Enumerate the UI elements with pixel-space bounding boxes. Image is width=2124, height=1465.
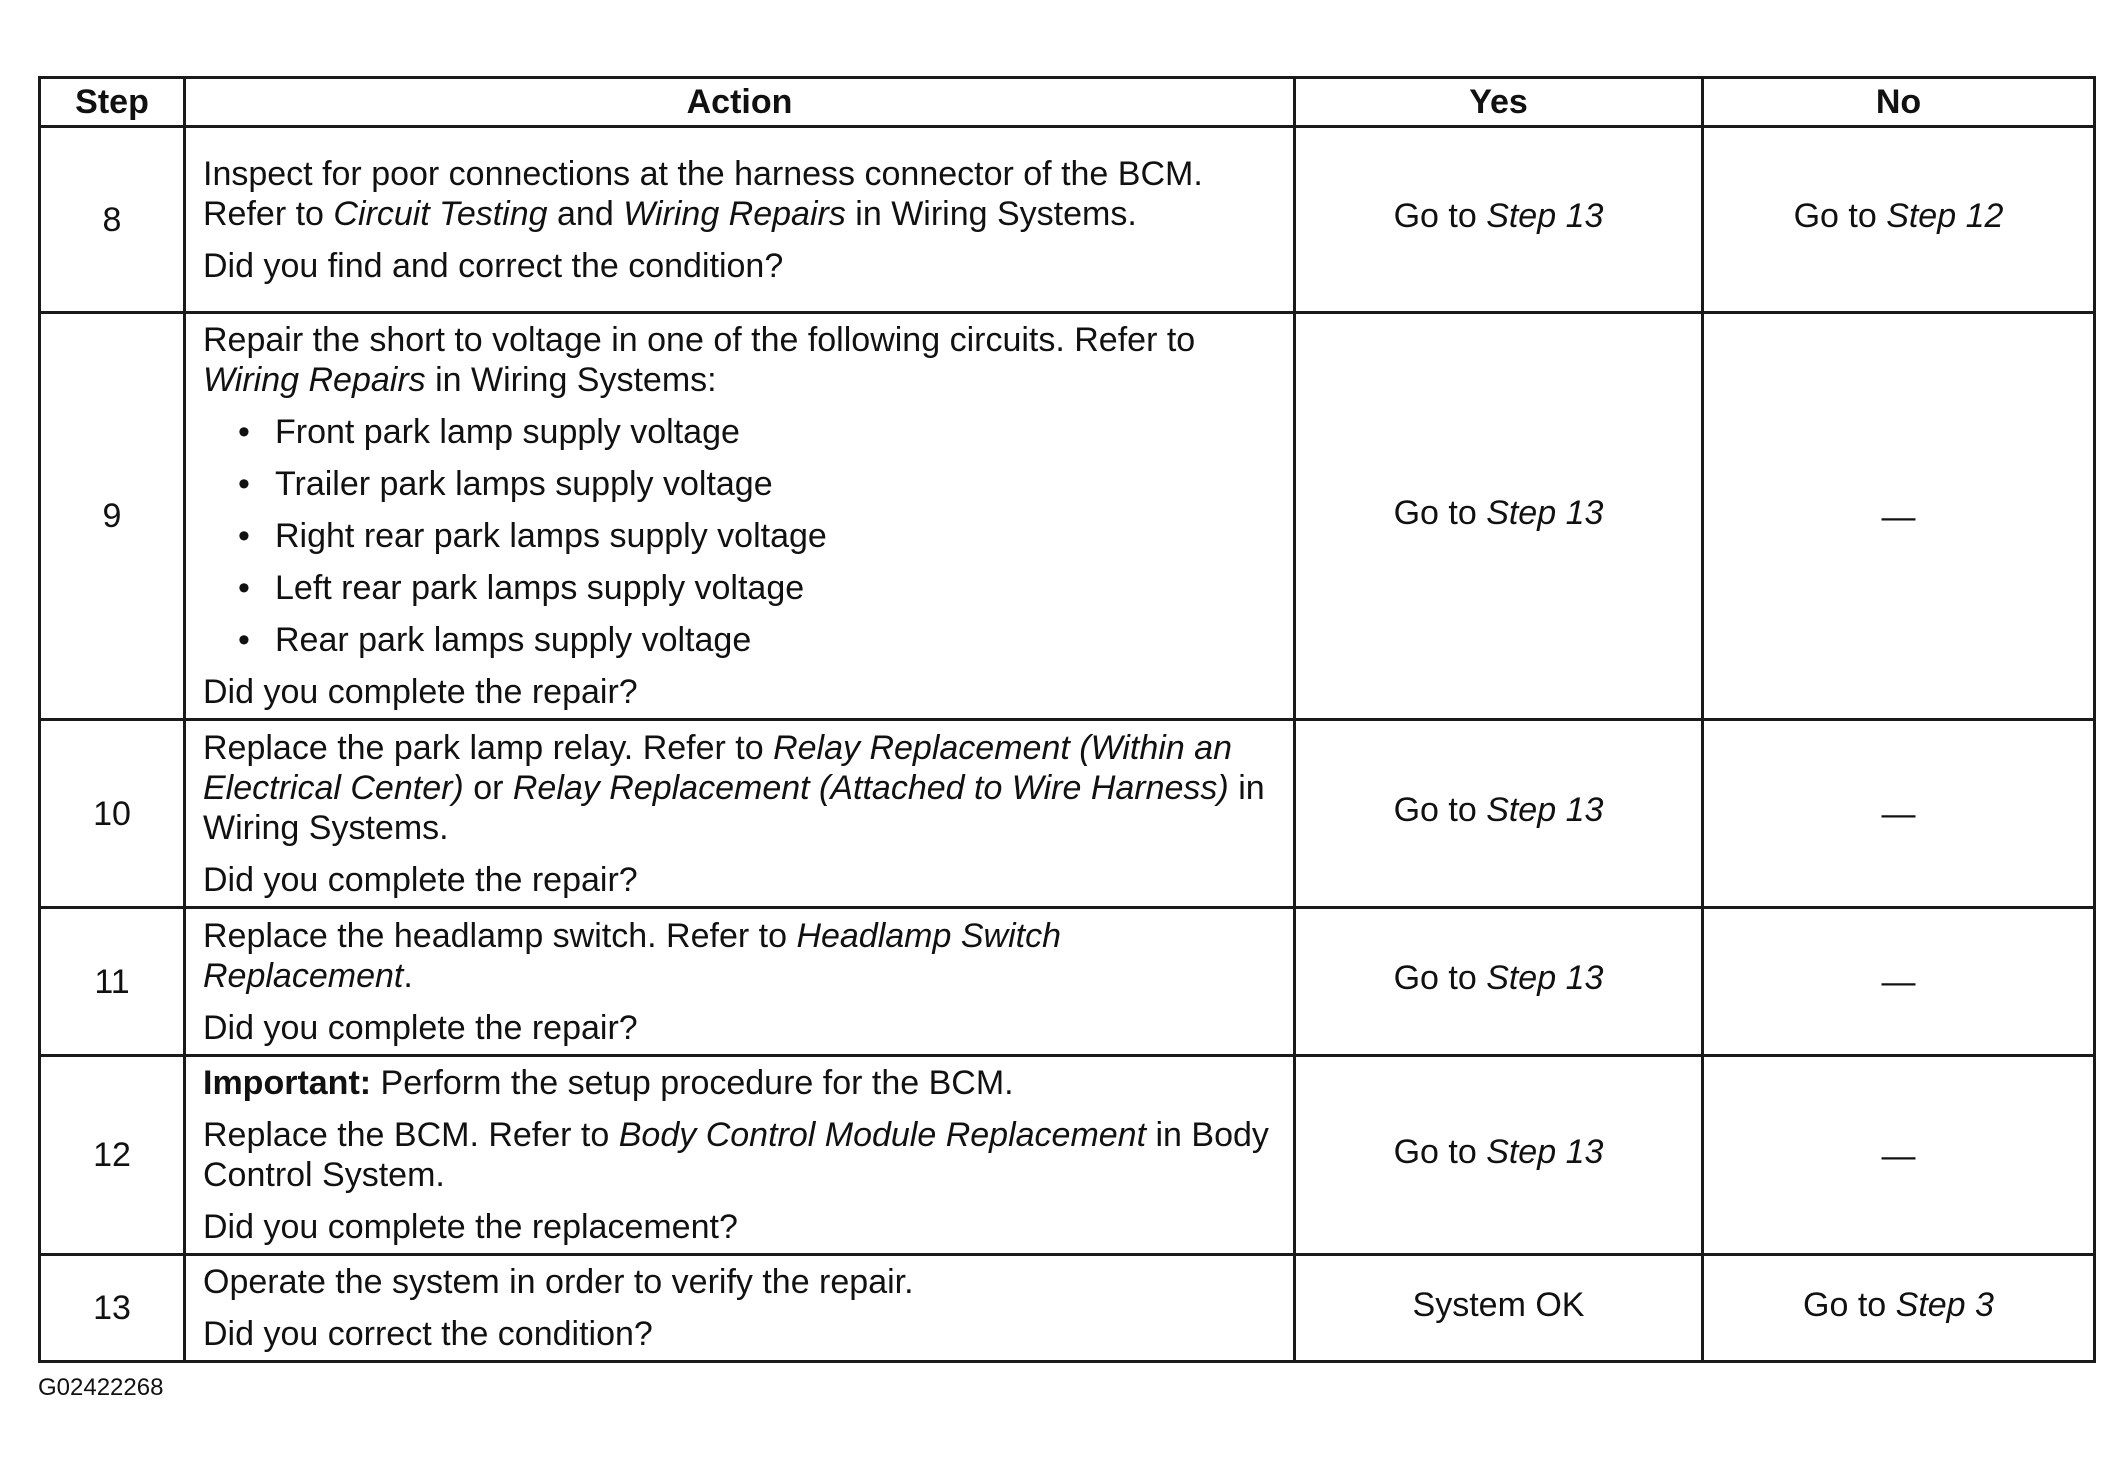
no-cell [1703, 313, 2095, 720]
bullet-icon: • [238, 569, 250, 607]
step-number: 8 [40, 127, 185, 313]
reference-link: Circuit Testing [333, 194, 548, 233]
important-note: Important: Perform the setup procedure for the BCM. [203, 1064, 1014, 1102]
table-row [40, 908, 2095, 1056]
not-applicable-dash: — [1881, 1136, 1916, 1175]
step-reference: Step 13 [1486, 791, 1604, 829]
step-number: 13 [40, 1255, 185, 1362]
step-reference: Step 13 [1486, 1132, 1604, 1171]
important-label: Important: [203, 1064, 372, 1102]
not-applicable-dash: — [1881, 795, 1916, 833]
table-row [40, 720, 2095, 908]
action-question: Did you complete the repair? [203, 1008, 638, 1047]
bullet-icon: • [238, 621, 250, 659]
action-cell [185, 908, 1295, 1056]
table-row [40, 1056, 2095, 1255]
action-instruction: Replace the headlamp switch. Refer to Headlamp Switch Replacement. [203, 916, 1061, 995]
reference-link: Headlamp Switch Replacement [203, 916, 1061, 995]
bullet-icon: • [238, 465, 250, 503]
step-number: 11 [40, 908, 185, 1056]
step-reference: Step 13 [1486, 493, 1604, 532]
action-cell [185, 127, 1295, 313]
list-item: • Front park lamp supply voltage [238, 413, 740, 451]
no-cell [1703, 908, 2095, 1056]
yes-cell: Go to Step 13 [1295, 127, 1703, 313]
list-item: • Right rear park lamps supply voltage [238, 517, 827, 555]
table-row [40, 127, 2095, 313]
no-cell [1703, 1056, 2095, 1255]
header-yes: Yes [1295, 78, 1703, 127]
action-cell [185, 720, 1295, 908]
step-reference: Step 13 [1486, 959, 1604, 997]
reference-link: Relay Replacement (Attached to Wire Harness) [512, 768, 1229, 807]
step-number: 12 [40, 1056, 185, 1255]
bullet-icon: • [238, 413, 250, 451]
header-step: Step [40, 78, 185, 127]
yes-cell: System OK [1295, 1255, 1703, 1362]
step-reference: Step 12 [1886, 197, 2004, 235]
action-instruction: Inspect for poor connections at the harness connector of the BCM. Refer to Circuit Testing and Wiring Repairs in Wiring Systems. [203, 154, 1203, 233]
header-action: Action [185, 78, 1295, 127]
yes-cell: Go to Step 13 [1295, 908, 1703, 1056]
figure-id: G02422268 [38, 1374, 164, 1401]
table-row [40, 313, 2095, 720]
action-instruction: Operate the system in order to verify the repair. [203, 1263, 914, 1301]
reference-link: Relay Replacement (Within an Electrical Center) [203, 728, 1232, 807]
no-cell [1703, 720, 2095, 908]
yes-cell: Go to Step 13 [1295, 1056, 1703, 1255]
action-question: Did you correct the condition? [203, 1315, 653, 1353]
action-instruction: Replace the BCM. Refer to Body Control Module Replacement in Body Control System. [203, 1116, 1269, 1194]
action-instruction: Replace the park lamp relay. Refer to Relay Replacement (Within an Electrical Center) or Relay Replacement (Attached to Wire Harness) in Wiring Systems. [203, 728, 1265, 847]
no-cell: Go to Step 3 [1703, 1255, 2095, 1362]
action-question: Did you complete the repair? [203, 860, 638, 899]
bullet-icon: • [238, 517, 250, 555]
list-item: • Left rear park lamps supply voltage [238, 569, 805, 607]
not-applicable-dash: — [1881, 497, 1916, 536]
step-reference: Step 13 [1486, 197, 1604, 235]
step-number: 9 [40, 313, 185, 720]
header-no: No [1703, 78, 2095, 127]
action-instruction: Repair the short to voltage in one of the following circuits. Refer to Wiring Repairs in Wiring Systems: [203, 321, 1196, 399]
action-question: Did you complete the replacement? [203, 1208, 738, 1246]
not-applicable-dash: — [1881, 963, 1916, 1001]
reference-link: Body Control Module Replacement [618, 1116, 1147, 1154]
yes-cell: Go to Step 13 [1295, 720, 1703, 908]
list-item: • Trailer park lamps supply voltage [238, 465, 773, 503]
step-number: 10 [40, 720, 185, 908]
action-cell [185, 1255, 1295, 1362]
diagnostic-table [38, 76, 2096, 1363]
reference-link: Wiring Repairs [623, 194, 846, 233]
no-cell: Go to Step 12 [1703, 127, 2095, 313]
list-item: • Rear park lamps supply voltage [238, 621, 752, 659]
circuit-list [203, 412, 1279, 660]
yes-cell: Go to Step 13 [1295, 313, 1703, 720]
action-cell [185, 313, 1295, 720]
reference-link: Wiring Repairs [203, 361, 426, 399]
action-question: Did you complete the repair? [203, 673, 638, 711]
step-reference: Step 3 [1895, 1285, 1994, 1324]
action-question: Did you find and correct the condition? [203, 246, 784, 285]
header-row [40, 78, 2095, 127]
table-row [40, 1255, 2095, 1362]
action-cell [185, 1056, 1295, 1255]
